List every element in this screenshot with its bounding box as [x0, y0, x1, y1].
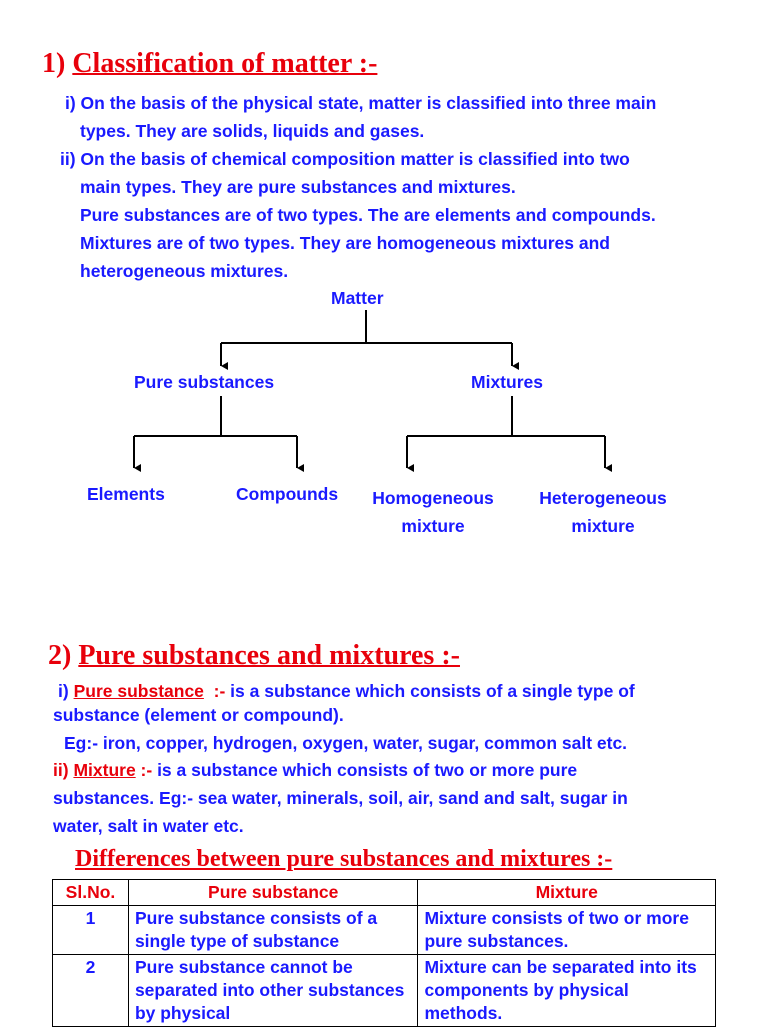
- row-number: 2: [53, 955, 129, 1027]
- pure-examples: Eg:- iron, copper, hydrogen, oxygen, water, sugar, common salt etc.: [64, 733, 628, 753]
- mixture-separator: :-: [140, 760, 153, 780]
- table-row: [53, 906, 716, 955]
- row-pure-cell: Pure substance cannot be separated into other substances by physical: [128, 955, 418, 1027]
- pure-definition-line-1: [58, 681, 635, 702]
- tree-heterogeneous-line2: mixture: [571, 516, 635, 536]
- pure-term: Pure substance: [73, 681, 204, 701]
- mixture-definition-line-3: water, salt in water etc.: [53, 816, 244, 836]
- row-mixture-cell: Mixture consists of two or more pure substances.: [418, 906, 716, 955]
- header-pure-substance: Pure substance: [128, 880, 418, 906]
- mixture-definition-line-2: substances. Eg:- sea water, minerals, soil, air, sand and salt, sugar in: [53, 788, 628, 808]
- mixture-term: Mixture: [73, 760, 136, 780]
- pure-separator: :-: [213, 681, 226, 701]
- pure-prefix: i): [58, 681, 69, 701]
- section2-number: 2): [48, 640, 72, 671]
- section1-line-4: main types. They are pure substances and mixtures.: [80, 177, 516, 197]
- section1-title: Classification of matter :-: [72, 48, 378, 79]
- section1-line-5: Pure substances are of two types. The are elements and compounds.: [80, 205, 656, 225]
- section2-title: Pure substances and mixtures :-: [78, 640, 460, 671]
- tree-root-label: Matter: [331, 288, 384, 308]
- section2-heading: [48, 640, 460, 672]
- table-row: [53, 955, 716, 1027]
- section1-line-3: ii) On the basis of chemical composition matter is classified into two: [60, 149, 630, 169]
- differences-heading: Differences between pure substances and mixtures :-: [75, 846, 613, 872]
- mixture-definition-text: is a substance which consists of two or more pure: [152, 760, 578, 780]
- tree-heterogeneous-label: [532, 484, 674, 540]
- header-mixture: Mixture: [418, 880, 716, 906]
- tree-homogeneous-line1: Homogeneous: [372, 488, 494, 508]
- mixture-prefix: ii): [53, 760, 69, 780]
- section1-line-7: heterogeneous mixtures.: [80, 261, 289, 281]
- table-header-row: [53, 880, 716, 906]
- row-pure-cell: Pure substance consists of a single type of substance: [128, 906, 418, 955]
- section1-line-1: i) On the basis of the physical state, matter is classified into three main: [65, 93, 657, 113]
- pure-definition-text: is a substance which consists of a single type of: [225, 681, 635, 701]
- tree-pure-label: Pure substances: [134, 372, 275, 392]
- pure-definition-line-2: substance (element or compound).: [53, 705, 344, 725]
- section1-number: 1): [42, 48, 66, 79]
- tree-compounds-label: Compounds: [236, 484, 339, 504]
- header-slno: Sl.No.: [53, 880, 129, 906]
- tree-homogeneous-label: [366, 484, 500, 540]
- tree-mixtures-label: Mixtures: [471, 372, 543, 392]
- row-mixture-cell: Mixture can be separated into its components by physical methods.: [418, 955, 716, 1027]
- tree-elements-label: Elements: [87, 484, 165, 504]
- row-number: 1: [53, 906, 129, 955]
- mixture-definition-line-1: [53, 760, 577, 781]
- differences-table: [52, 879, 716, 1027]
- tree-homogeneous-line2: mixture: [401, 516, 465, 536]
- section1-line-2: types. They are solids, liquids and gases.: [80, 121, 425, 141]
- section1-line-6: Mixtures are of two types. They are homogeneous mixtures and: [80, 233, 610, 253]
- tree-heterogeneous-line1: Heterogeneous: [539, 488, 667, 508]
